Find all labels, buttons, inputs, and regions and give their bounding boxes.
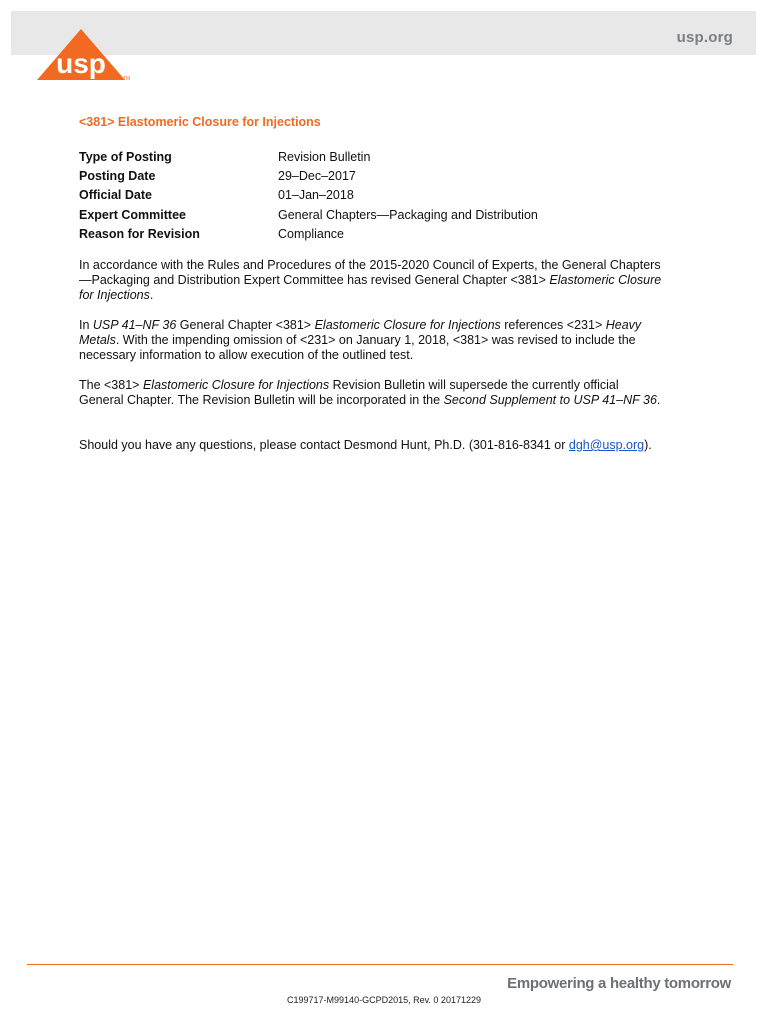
meta-value: 01–Jan–2018 bbox=[278, 188, 354, 203]
text-run-italic: Elastomeric Closure for Injections bbox=[314, 318, 501, 332]
contact-email-link[interactable]: dgh@usp.org bbox=[568, 438, 645, 452]
meta-label: Type of Posting bbox=[79, 149, 172, 164]
text-run: references <231> bbox=[500, 318, 606, 332]
text-run: Should you have any questions, please contact Desmond Hunt, Ph.D. (301-816-8341 or bbox=[79, 438, 569, 452]
usp-logo bbox=[37, 29, 137, 84]
meta-row bbox=[79, 224, 659, 243]
text-run: ). bbox=[644, 438, 652, 452]
meta-label: Posting Date bbox=[79, 168, 156, 183]
text-run: . bbox=[656, 393, 661, 407]
text-run: Revision Bulletin will supersede the currently official General Chapter. The Revision Bulletin will be incorporated in the bbox=[79, 378, 619, 407]
meta-row bbox=[79, 186, 659, 205]
logo-text: usp bbox=[56, 48, 106, 79]
paragraph-accordance bbox=[79, 258, 663, 303]
meta-value: Revision Bulletin bbox=[278, 149, 371, 164]
document-title: <381> Elastomeric Closure for Injections bbox=[79, 115, 321, 129]
paragraph-supersede bbox=[79, 378, 663, 408]
text-run-italic: Second Supplement to USP 41–NF 36 bbox=[443, 393, 657, 407]
meta-value: 29–Dec–2017 bbox=[278, 168, 356, 183]
footer-divider bbox=[27, 964, 733, 965]
logo-trademark: TM bbox=[123, 76, 131, 82]
paragraph-references bbox=[79, 318, 663, 363]
text-run-italic: Elastomeric Closure for Injections bbox=[79, 273, 662, 302]
site-url[interactable]: usp.org bbox=[676, 29, 733, 46]
text-run-italic: USP 41–NF 36 bbox=[92, 318, 177, 332]
text-run-italic: Elastomeric Closure for Injections bbox=[142, 378, 330, 392]
footer-tagline: Empowering a healthy tomorrow bbox=[507, 975, 731, 992]
text-run: In bbox=[79, 318, 93, 332]
text-run-italic: Heavy Metals bbox=[79, 318, 642, 347]
meta-row bbox=[79, 205, 659, 224]
meta-value: Compliance bbox=[278, 226, 345, 241]
paragraph-contact bbox=[79, 438, 663, 453]
document-id: C199717-M99140-GCPD2015, Rev. 0 20171229 bbox=[287, 995, 481, 1005]
meta-label: Official Date bbox=[79, 188, 152, 203]
meta-row bbox=[79, 166, 659, 185]
text-run: The <381> bbox=[79, 378, 143, 392]
meta-row bbox=[79, 147, 659, 166]
meta-label: Reason for Revision bbox=[79, 226, 200, 241]
text-run: General Chapter <381> bbox=[176, 318, 315, 332]
posting-meta-table bbox=[79, 147, 659, 243]
text-run: In accordance with the Rules and Procedures of the 2015-2020 Council of Experts, the General Chapters—Packaging and Distribution Expert Committee has revised General Chapter <381> bbox=[79, 258, 661, 287]
text-run: . bbox=[149, 288, 154, 302]
meta-value: General Chapters—Packaging and Distribution bbox=[278, 207, 538, 222]
meta-label: Expert Committee bbox=[79, 207, 186, 222]
text-run: . With the impending omission of <231> on January 1, 2018, <381> was revised to include the necessary information to allow execution of the outlined test. bbox=[79, 333, 636, 362]
